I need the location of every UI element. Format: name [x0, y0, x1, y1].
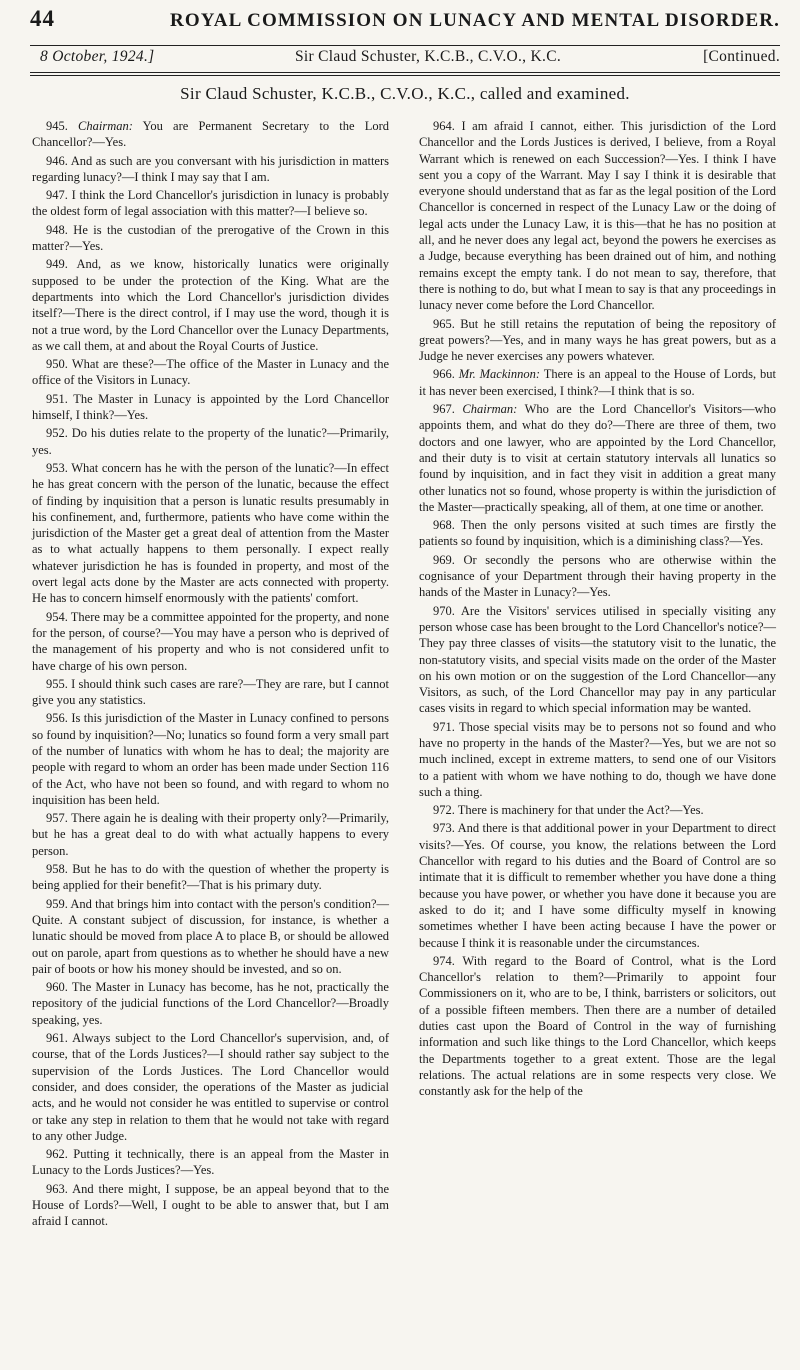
- question-number: 952.: [46, 426, 68, 441]
- question-paragraph: [419, 401, 776, 515]
- question-paragraph: [32, 356, 389, 389]
- question-paragraph: [32, 979, 389, 1028]
- question-paragraph: [419, 719, 776, 800]
- speaker-name: Mr. Mackinnon:: [458, 367, 541, 382]
- question-paragraph: [32, 1146, 389, 1179]
- question-number: 957.: [46, 811, 68, 826]
- question-number: 945.: [46, 119, 68, 133]
- question-paragraph: [32, 810, 389, 859]
- question-number: 973.: [433, 821, 455, 836]
- question-text: I am afraid I cannot, either. This jurisdiction of the Lord Chancellor and the Lords Justices is derived, I believe, from a Royal Warrant which is renewed on each Succession?—Yes. I think I have sent you a copy of the Warrant. May I say I think it is desirable that everyone should understand that as far as the legal position of the Lord Chancellor is concerned in respect of the Lunacy Law or the doing of legal acts under the Lunacy Law, it is this—that he has no position at all, and he never does any legal act, beyond the powers he exercises as a Judge, because everything has been drained out of him, and nothing remains except the empty tank. I do not mean to say, therefore, that there is nothing to do, but what I mean to say is that any proceedings in lunacy never come before the Lord Chancellor.: [419, 119, 776, 313]
- question-number: 965.: [433, 316, 455, 331]
- question-number: 946.: [46, 153, 68, 168]
- question-number: 969.: [433, 552, 455, 567]
- question-text: But he has to do with the question of whether the property is being applied for their benefit?—That is his primary duty.: [32, 862, 390, 893]
- question-text: But he still retains the reputation of being the repository of great powers?—Yes, and in many ways he has great powers, but as a Judge he never exercises any powers whatever.: [419, 316, 777, 364]
- question-number: 963.: [46, 1181, 68, 1196]
- question-number: 966.: [433, 367, 455, 382]
- question-number: 951.: [46, 391, 68, 406]
- subheader-rule-bottom: [30, 75, 780, 76]
- question-number: 960.: [46, 980, 68, 995]
- question-paragraph: [419, 820, 776, 950]
- question-number: 971.: [433, 719, 455, 734]
- question-paragraph: [419, 366, 776, 399]
- right-column: [419, 118, 776, 1358]
- header-rule: [30, 45, 780, 46]
- question-text: Do his duties relate to the property of the lunatic?—Primarily, yes.: [32, 426, 390, 457]
- question-text: Is this jurisdiction of the Master in Lunacy confined to persons so found by inquisition?—No; lunatics so found form a very small part of the number of lunatics with whom he has to deal; the majority are people with regard to whom an order has been made under Section 116 of the Act, who have not been so found, and with regard to whom no inquisition has been held.: [32, 711, 390, 807]
- question-paragraph: [32, 1181, 389, 1230]
- section-heading: Sir Claud Schuster, K.C.B., C.V.O., K.C., called and examined.: [180, 84, 630, 103]
- question-paragraph: [419, 517, 776, 550]
- question-number: 953.: [46, 460, 68, 475]
- question-text: With regard to the Board of Control, what is the Lord Chancellor's relation to them?—Primarily to appoint four Commissioners on it, who are to be, I think, barristers or solicitors, out of a possible fifteen members. Then there are a number of detailed duties cast upon the Board of Control in the way of furnishing information and such like things to the Lord Chancellor, which keeps the Departments together to a great extent. Those are the legal relations. The actual relations are in some respects very close. We constantly ask for the help of the: [419, 953, 776, 1099]
- question-text: Those special visits may be to persons not so found and who have no property in the hands of the Master?—Yes, but we are not so much inclined, except in extreme matters, to send one of our Visitors to a patient with whom we have nothing to do, though we have done such a thing.: [419, 719, 776, 799]
- text-columns: [32, 118, 776, 1358]
- question-text: And there is that additional power in your Department to direct visits?—Yes. Of course, you know, the relations between the Lord Chancellor with regard to his duties and the Board of Control are so intimate that it is difficult to remember whether you have done a thing because you have power, or whether you have done it because you are asked to do it; and I have some difficulty myself in knowing sometimes whether I have been acting because I have the power or because I think it is reasonable under the circumstances.: [419, 821, 777, 950]
- question-text: Who are the Lord Chancellor's Visitors—who appoints them, and what do they do?—There are three of them, two doctors and one lawyer, who are appointed by the Lord Chancellor, and their duty is to visit at certain statutory intervals all lunatics so found by inquisition, and in fact they visit in addition a great many other lunatics not so found, whose property is within the jurisdiction of the Master—practically speaking, all of them, at one time or another.: [419, 402, 776, 514]
- question-text: What are these?—The office of the Master in Lunacy and the office of the Visitors in Lunacy.: [32, 357, 389, 388]
- question-text: What concern has he with the person of the lunatic?—In effect he has great concern with the person of the lunatic, because the effect of finding by inquisition that a person is lunatic results presumably in his confinement, and, furthermore, patients who have come within the jurisdiction of the Master get a great deal of attention from the Master as to what actually happens to them personally. I expect really whatever jurisdiction he has is founded in property, and most of the overt legal acts done by the Master are acts connected with property. He has to concern himself enormously with the patients' comfort.: [32, 460, 389, 606]
- question-text: You are Permanent Secretary to the Lord Chancellor?—Yes.: [32, 119, 389, 150]
- question-number: 956.: [46, 711, 68, 726]
- question-number: 947.: [46, 188, 68, 203]
- question-text: Or secondly the persons who are otherwise within the cognisance of your Department through their having property in the hands of the Master in Lunacy?—Yes.: [419, 552, 777, 600]
- question-number: 959.: [46, 896, 68, 911]
- question-text: Are the Visitors' services utilised in specially visiting any person whose case has been brought to the Lord Chancellor's notice?—They pay three classes of visits—the statutory visit to the lunatic, the non-statutory visits, and special visits made on the order of the Master on his own motion or on the suggestion of the Lord Chancellor—any Visitors, as such, of the Lord Chancellor may pay in any particular cases visits in regard to which special information may be wanted.: [419, 603, 777, 716]
- question-paragraph: [419, 552, 776, 601]
- question-paragraph: [32, 710, 389, 808]
- question-paragraph: [32, 153, 389, 186]
- question-paragraph: [419, 603, 776, 717]
- question-number: 954.: [46, 609, 68, 624]
- question-paragraph: [32, 460, 389, 607]
- subheader: [30, 48, 780, 70]
- question-paragraph: [32, 861, 389, 894]
- question-text: There is machinery for that under the Act?—Yes.: [457, 803, 704, 818]
- question-number: 968.: [433, 518, 455, 533]
- question-paragraph: [32, 609, 389, 674]
- running-title: ROYAL COMMISSION ON LUNACY AND MENTAL DISORDER.: [170, 10, 780, 31]
- question-paragraph: [32, 222, 389, 255]
- question-text: There is an appeal to the House of Lords, but it has never been exercised, I think?—I think that is so.: [419, 367, 776, 398]
- question-number: 948.: [46, 222, 68, 237]
- question-text: Always subject to the Lord Chancellor's supervision, and, of course, that of the Lords Justices?—I should rather say subject to the supervision of the Lords Justices. The Lord Chancellor would consider, and does consider, the operations of the Master as judicial acts, and he would not consider he was entitled to supervise or control or take any step in relation to them that he would not take with regard to any other Judge.: [32, 1031, 390, 1143]
- question-paragraph: [32, 118, 389, 151]
- question-text: I should think such cases are rare?—They are rare, but I cannot give you any statistics.: [32, 676, 389, 708]
- question-paragraph: [32, 256, 389, 354]
- question-paragraph: [32, 676, 389, 709]
- question-text: He is the custodian of the prerogative of the Crown in this matter?—Yes.: [32, 222, 390, 254]
- question-number: 970.: [433, 603, 455, 618]
- question-number: 949.: [46, 257, 68, 272]
- question-number: 967.: [433, 402, 455, 417]
- question-number: 961.: [46, 1031, 68, 1046]
- question-text: I think the Lord Chancellor's jurisdiction in lunacy is probably the oldest form of legal association with this matter?—I believe so.: [32, 188, 390, 219]
- subheader-rule-top: [30, 72, 780, 73]
- question-text: And as such are you conversant with his jurisdiction in matters regarding lunacy?—I think I may say that I am.: [32, 153, 390, 184]
- question-text: The Master in Lunacy is appointed by the Lord Chancellor himself, I think?—Yes.: [32, 391, 389, 423]
- continued-label: [Continued.: [703, 48, 780, 65]
- question-paragraph: [419, 118, 776, 314]
- question-number: 950.: [46, 357, 68, 372]
- page-number: 44: [30, 6, 55, 31]
- hearing-date: 8 October, 1924.]: [40, 48, 155, 65]
- question-number: 962.: [46, 1147, 68, 1162]
- question-number: 958.: [46, 862, 68, 877]
- question-text: There may be a committee appointed for the property, and none for the person, of course?—You may have a person who is deprived of the management of his property and who is not considered unfit to have charge of his own person.: [32, 609, 389, 673]
- witness-name: Sir Claud Schuster, K.C.B., C.V.O., K.C.: [295, 48, 562, 65]
- page-header: [30, 6, 780, 40]
- question-text: Putting it technically, there is an appeal from the Master in Lunacy to the Lords Justices?—Yes.: [32, 1147, 390, 1178]
- left-column: [32, 118, 389, 1358]
- speaker-name: Chairman:: [78, 119, 133, 133]
- question-paragraph: [419, 316, 776, 365]
- question-text: And that brings him into contact with the person's condition?—Quite. A constant subject of discussion, for instance, is whether a lunatic should be moved from place A to place B, or should be allowed out on parole, apart from questions as to whether he should have a new pair of boots or how his money should be invested, and so on.: [32, 896, 389, 976]
- question-paragraph: [419, 802, 776, 818]
- question-text: And there might, I suppose, be an appeal beyond that to the House of Lords?—Well, I ought to be able to answer that, but I am afraid I cannot.: [32, 1181, 389, 1229]
- question-paragraph: [32, 1030, 389, 1144]
- question-text: The Master in Lunacy has become, has he not, practically the repository of the judicial functions of the Lord Chancellor?—Broadly speaking, yes.: [32, 980, 389, 1027]
- question-number: 955.: [46, 676, 68, 691]
- question-paragraph: [32, 896, 389, 977]
- question-paragraph: [32, 425, 389, 458]
- question-text: There again he is dealing with their property only?—Primarily, but he has a great deal to do with what actually happens to every person.: [32, 811, 389, 858]
- speaker-name: Chairman:: [462, 402, 518, 417]
- question-text: And, as we know, historically lunatics were originally supposed to be under the protection of the King. What are the departments into which the Lord Chancellor's jurisdiction divides itself?—There is the direct control, if I may use the word, though it is not a true word, by the Lord Chancellor over the Lunacy Departments, as we call them, at and about the Royal Courts of Justice.: [32, 257, 389, 353]
- question-number: 974.: [433, 953, 455, 968]
- question-paragraph: [32, 187, 389, 220]
- question-number: 972.: [433, 803, 455, 818]
- question-paragraph: [32, 391, 389, 424]
- question-number: 964.: [433, 119, 455, 133]
- question-paragraph: [419, 953, 776, 1100]
- question-text: Then the only persons visited at such times are firstly the patients so found by inquisition, which is a diminishing class?—Yes.: [419, 518, 776, 549]
